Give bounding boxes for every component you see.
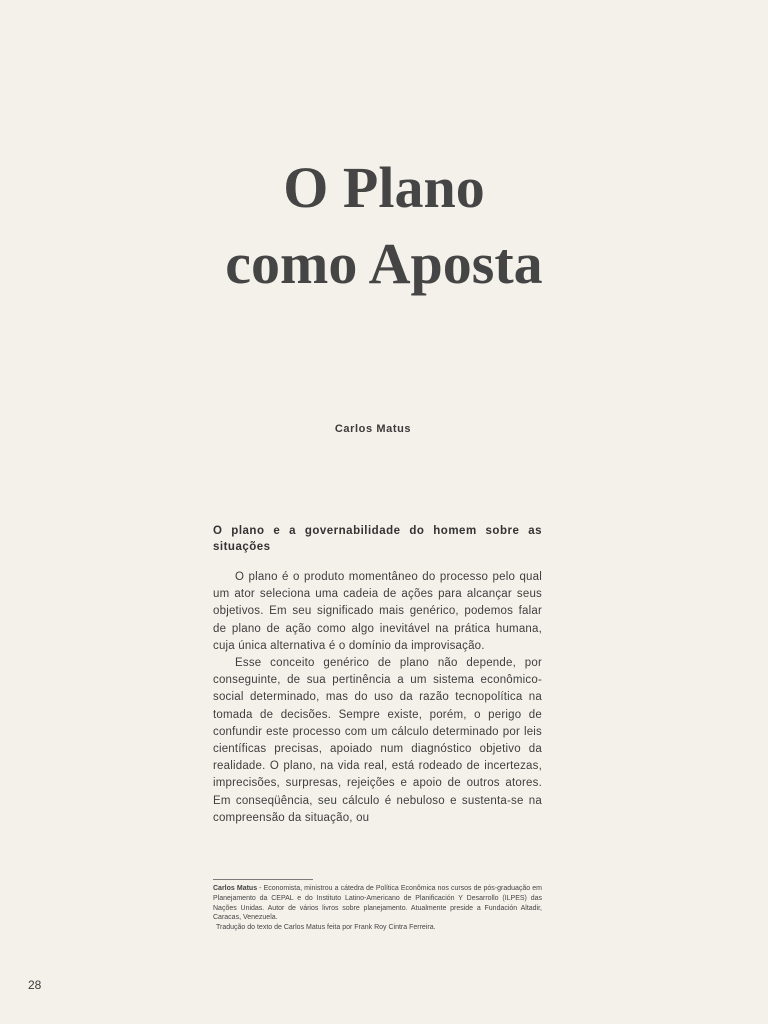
footnote [213,884,542,933]
page-number: 28 [28,978,42,992]
footnote-bio: - Economista, ministrou a cátedra de Política Econômica nos cursos de pós-graduação em Planejamento da CEPAL e do Instituto Latino-Americano de Planificación Y Desarrollo (ILPES) das Nações Unidas. Autor de vários livros sobre planejamento. Atualmente preside a Fundación Altadir, Caracas, Venezuela. [213,885,542,922]
footnote-translation-credit: Tradução do texto de Carlos Matus feita por Frank Roy Cintra Ferreira. [216,924,436,932]
section-heading: O plano e a governabilidade do homem sobre as situações [213,525,542,553]
footnote-divider [213,879,313,880]
article-body [213,523,542,827]
article-title-line-1: O Plano [283,155,485,220]
footnote-author-name: Carlos Matus [213,885,258,892]
article-title-line-2: como Aposta [225,231,543,296]
author-name: Carlos Matus [334,423,412,435]
article-title [0,150,768,302]
paragraph-2: Esse conceito genérico de plano não depende, por conseguinte, de sua pertinência a um sistema econômico-social determinado, mas do uso da razão tecnopolítica na tomada de decisões. Sempre existe, porém, o perigo de confundir este processo com um cálculo determinado por leis científicas precisas, apoiado num diagnóstico objetivo da realidade. O plano, na vida real, está rodeado de incertezas, imprecisões, surpresas, rejeições e apoio de outros atores. Em conseqüência, seu cálculo é nebuloso e sustenta-se na compreensão da situação, ou [213,657,542,824]
paragraph-1: O plano é o produto momentâneo do processo pelo qual um ator seleciona uma cadeia de ações para alcançar seus objetivos. Em seu significado mais genérico, podemos falar de plano de ação como algo inevitável na prática humana, cuja única alternativa é o domínio da improvisação. [213,571,542,652]
